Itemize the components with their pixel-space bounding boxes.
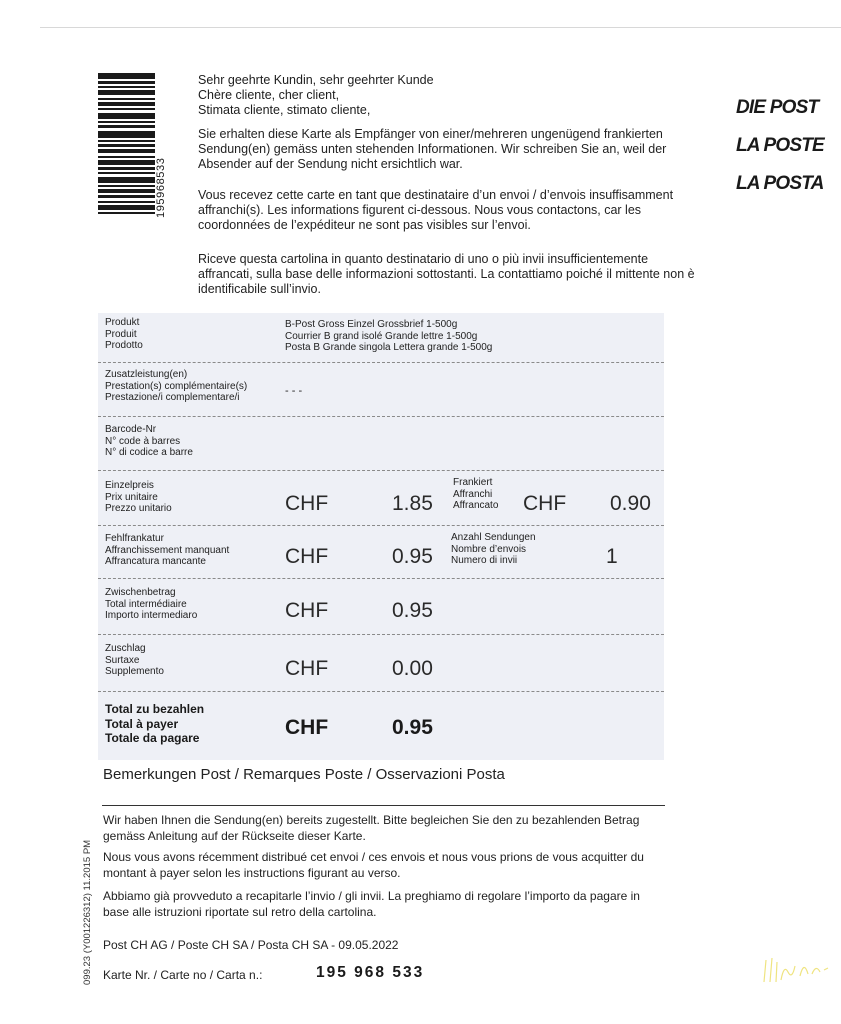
missing-postage-label: Fehlfrankatur Affranchissement manquant Affrancatura mancante <box>105 533 230 567</box>
franked-currency: CHF <box>523 492 567 515</box>
subtotal-currency: CHF <box>285 599 329 622</box>
brand-fr: LA POSTE <box>736 135 824 156</box>
row-unit-price <box>98 471 664 526</box>
surcharge-currency: CHF <box>285 657 329 680</box>
barcode-bar <box>98 131 155 138</box>
brand-it: LA POSTA <box>736 173 824 194</box>
unit-price-currency: CHF <box>285 492 329 515</box>
barcode-bar <box>98 160 155 165</box>
barcode-bar <box>98 90 155 95</box>
total-currency: CHF <box>285 716 329 739</box>
product-label: Produkt Produit Prodotto <box>105 317 143 351</box>
subtotal-amount: 0.95 <box>392 599 433 622</box>
barcode-bar <box>98 102 155 106</box>
barcode-bar <box>98 156 155 158</box>
row-total <box>98 692 664 760</box>
remarks-title: Bemerkungen Post / Remarques Poste / Osservazioni Posta <box>103 766 505 783</box>
barcode-bar <box>98 144 155 147</box>
yellow-mark <box>762 952 834 986</box>
barcode-bar <box>98 185 155 187</box>
total-amount: 0.95 <box>392 716 433 739</box>
barcode-bar <box>98 121 155 123</box>
barcode-bar <box>98 205 155 210</box>
row-surcharge <box>98 635 664 692</box>
barcode-label: Barcode-Nr N° code à barres N° di codice a barre <box>105 424 193 458</box>
barcode-bar <box>98 212 155 214</box>
barcode-bar <box>98 140 155 142</box>
row-subtotal <box>98 579 664 635</box>
barcode-bar <box>98 172 155 174</box>
greeting-it: Stimata cliente, stimato cliente, <box>198 103 371 117</box>
intro-it: Riceve questa cartolina in quanto destinatario di uno o più invii insufficientemente affrancati, sulla base delle informazioni sottostanti. La contattiamo poiché il mittente non è identificabile sull’invio. <box>198 252 695 296</box>
footer-it: Abbiamo già provveduto a recapitarle l’invio / gli invii. La preghiamo di regolare l’importo da pagare in base alle istruzioni riportate sul retro della cartolina. <box>103 889 640 919</box>
intro-fr: Vous recevez cette carte en tant que destinataire d’un envoi / d’envois insuffisamment affranchi(s). Les informations figurent ci-dessous. Nous vous contactons, car les coordonnées de l’expéditeur ne sont pas visibles sur l’envoi. <box>198 188 674 232</box>
barcode-bar <box>98 149 155 153</box>
row-product <box>98 313 664 363</box>
barcode-bar <box>98 73 155 79</box>
barcode-bar <box>98 195 155 198</box>
subtotal-label: Zwischenbetrag Total intermédiaire Importo intermediaro <box>105 587 198 621</box>
footer-de: Wir haben Ihnen die Sendung(en) bereits zugestellt. Bitte begleichen Sie den zu bezahlenden Betrag gemäss Anleitung auf der Rückseite dieser Karte. <box>103 813 640 843</box>
additional-service-label: Zusatzleistung(en) Prestation(s) complémentaire(s) Prestazione/i complementare/i <box>105 369 248 403</box>
franked-amount: 0.90 <box>610 492 651 515</box>
barcode-bar <box>98 167 155 170</box>
greeting-fr: Chère cliente, cher client, <box>198 88 340 102</box>
form-code: 099.23 (Y001226312) 11.2015 PM <box>82 839 93 985</box>
intro-de: Sie erhalten diese Karte als Empfänger von einer/mehreren ungenügend frankierten Sendung(en) gemäss unten stehenden Informationen. Wir schreiben Sie an, weil der Absender auf der Sendung nicht ersichtlich war. <box>198 127 667 171</box>
remarks-rule <box>102 805 665 806</box>
franked-label: Frankiert Affranchi Affrancato <box>453 477 499 511</box>
item-count-label: Anzahl Sendungen Nombre d’envois Numero di invii <box>451 532 536 566</box>
surcharge-label: Zuschlag Surtaxe Supplemento <box>105 643 164 677</box>
barcode-bar <box>98 201 155 203</box>
greeting <box>198 73 698 118</box>
top-edge-line <box>40 27 841 28</box>
barcode-bar <box>98 108 155 110</box>
barcode-bar <box>98 113 155 119</box>
surcharge-amount: 0.00 <box>392 657 433 680</box>
sender-date: Post CH AG / Poste CH SA / Posta CH SA - 09.05.2022 <box>103 938 399 952</box>
missing-postage-currency: CHF <box>285 545 329 568</box>
footer-fr: Nous vous avons récemment distribué cet envoi / ces envois et nous vous prions de vous acquitter du montant à payer selon les instructions figurant au verso. <box>103 850 644 880</box>
unit-price-label: Einzelpreis Prix unitaire Prezzo unitario <box>105 480 172 514</box>
row-additional-service <box>98 363 664 417</box>
barcode <box>98 73 158 301</box>
barcode-bar <box>98 81 155 84</box>
fee-form <box>98 313 664 760</box>
barcode-bar <box>98 177 155 183</box>
barcode-bar <box>98 125 155 128</box>
greeting-de: Sehr geehrte Kundin, sehr geehrter Kunde <box>198 73 434 87</box>
barcode-bar <box>98 98 155 100</box>
unit-price-amount: 1.85 <box>392 492 433 515</box>
card-number: 195 968 533 <box>316 964 425 981</box>
barcode-number: 195968533 <box>155 157 167 218</box>
product-value: B-Post Gross Einzel Grossbrief 1-500g Courrier B grand isolé Grande lettre 1-500g Posta B Grande singola Lettera grande 1-500g <box>285 319 493 353</box>
barcode-bar <box>98 189 155 193</box>
row-barcode <box>98 417 664 471</box>
missing-postage-amount: 0.95 <box>392 545 433 568</box>
row-missing-postage <box>98 526 664 579</box>
card-number-label: Karte Nr. / Carte no / Carta n.: <box>103 968 263 982</box>
additional-service-value: - - - <box>285 385 303 397</box>
barcode-bar <box>98 86 155 88</box>
total-label: Total zu bezahlen Total à payer Totale da pagare <box>105 702 205 745</box>
item-count-value: 1 <box>606 545 618 568</box>
brand-de: DIE POST <box>736 97 819 118</box>
